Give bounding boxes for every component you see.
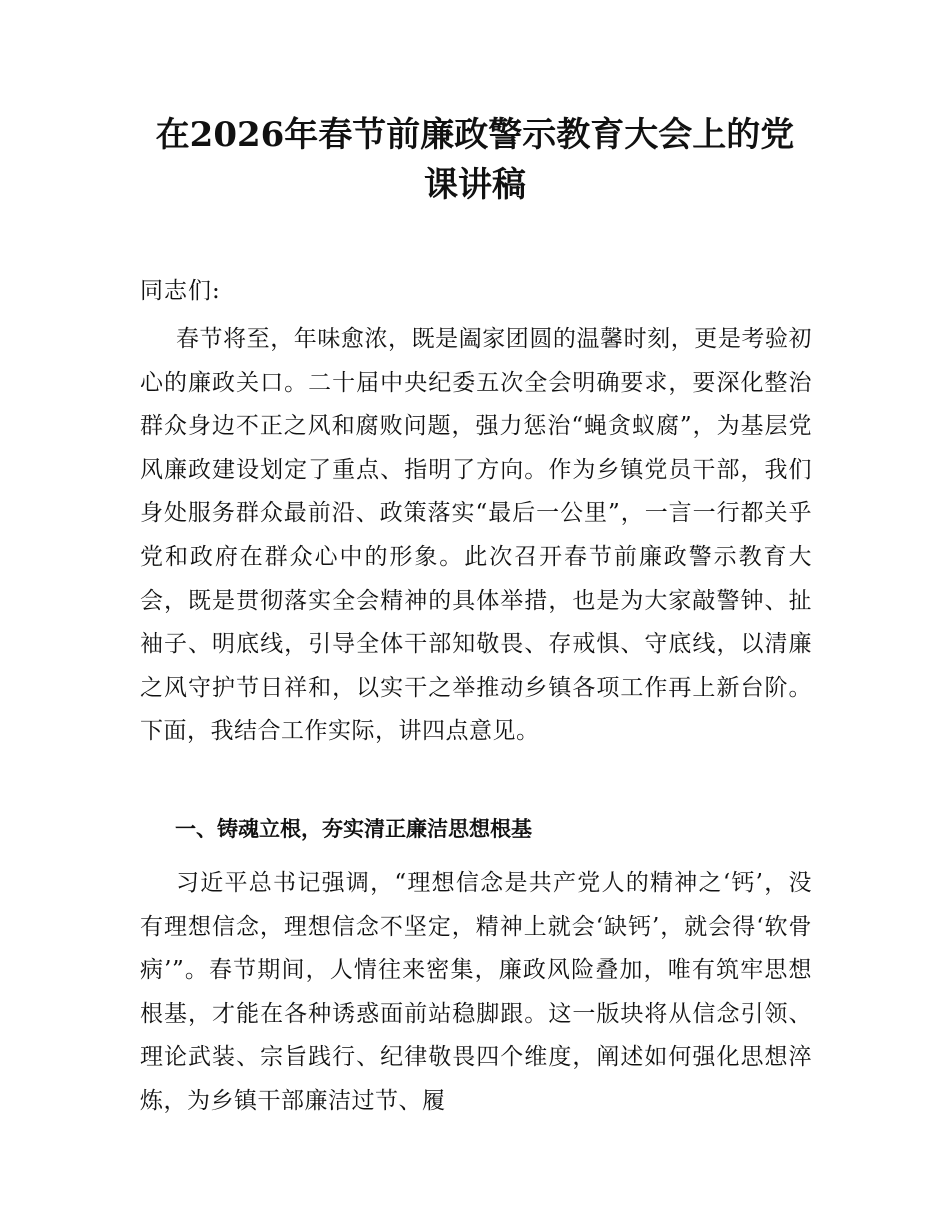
intro-paragraph: 春节将至，年味愈浓，既是阖家团圆的温馨时刻，更是考验初心的廉政关口。二十届中央纪委五次全会明确要求，要深化整治群众身边不正之风和腐败问题，强力惩治“蝇贪蚁腐”，为基层党风廉政建设划定了重点、指明了方向。作为乡镇党员干部，我们身处服务群众最前沿、政策落实“最后一公里”，一言一行都关乎党和政府在群众心中的形象。此次召开春节前廉政警示教育大会，既是贯彻落实全会精神的具体举措，也是为大家敲警钟、扯袖子、明底线，引导全体干部知敬畏、存戒惧、守底线，以清廉之风守护节日祥和，以实干之举推动乡镇各项工作再上新台阶。下面，我结合工作实际，讲四点意见。 [140, 326, 812, 745]
document-title: 在2026年春节前廉政警示教育大会上的党课讲稿 [155, 115, 795, 205]
salutation: 同志们: [140, 278, 221, 304]
section-heading: 一、铸魂立根，夯实清正廉洁思想根基 [175, 817, 532, 841]
section-paragraph: 习近平总书记强调，“理想信念是共产党人的精神之‘钙’，没有理想信念，理想信念不坚定，精神上就会‘缺钙’，就会得‘软骨病’”。春节期间，人情往来密集，廉政风险叠加，唯有筑牢思想根基，才能在各种诱惑面前站稳脚跟。这一版块将从信念引领、理论武装、宗旨践行、纪律敬畏四个维度，阐述如何强化思想淬炼，为乡镇干部廉洁过节、履 [140, 870, 812, 1114]
